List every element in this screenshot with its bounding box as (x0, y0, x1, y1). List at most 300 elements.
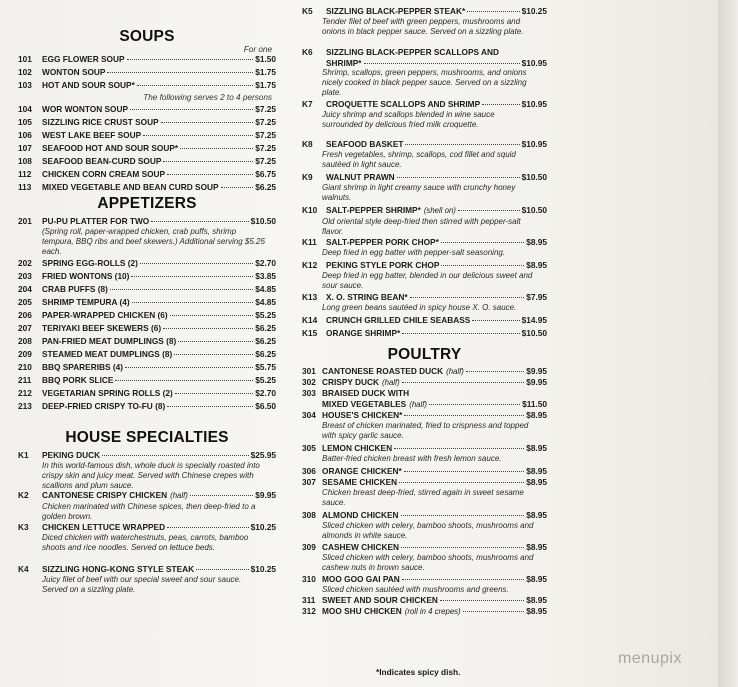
item-name: SIZZLING RICE CRUST SOUP (42, 117, 159, 127)
item-code: 108 (18, 156, 32, 166)
item-name: STEAMED MEAT DUMPLINGS (8) (42, 349, 173, 359)
menu-item-row (18, 362, 276, 373)
dot-leader (115, 380, 253, 381)
menu-item (302, 443, 547, 464)
dot-leader (107, 72, 253, 73)
dot-leader (131, 276, 253, 277)
item-name: SIZZLING BLACK-PEPPER STEAK* (326, 6, 466, 16)
menu-item (18, 130, 276, 141)
menu-item-row (18, 323, 276, 334)
menu-item (18, 182, 276, 193)
item-code: 312 (302, 606, 316, 616)
menu-item-row (18, 130, 276, 141)
item-price: $8.95 (526, 542, 547, 552)
menu-item-row (18, 80, 276, 91)
item-name: CANTONESE CRISPY CHICKEN (42, 490, 168, 500)
item-name: SIZZLING BLACK-PEPPER SCALLOPS AND (326, 47, 500, 57)
item-code: 206 (18, 310, 32, 320)
dot-leader (102, 455, 249, 456)
dot-leader (401, 547, 524, 548)
menu-item (18, 169, 276, 180)
dot-leader (458, 210, 520, 211)
item-price: $14.95 (521, 315, 547, 325)
item-name-line2: MIXED VEGETABLES (322, 398, 407, 409)
menu-item-row (18, 522, 276, 533)
item-code: K7 (302, 99, 313, 109)
menu-item-row (302, 466, 547, 477)
item-code: 303 (302, 388, 316, 398)
item-code: K8 (302, 139, 313, 149)
item-name: PAN-FRIED MEAT DUMPLINGS (8) (42, 336, 177, 346)
item-description: Sliced chicken with celery, bamboo shoots, mushrooms and almonds in white sauce. (322, 520, 534, 540)
item-code: 309 (302, 542, 316, 552)
menu-item (302, 466, 547, 477)
menu-item-row (18, 117, 276, 128)
item-name-line2: SHRIMP* (326, 57, 362, 68)
item-note: (roll in 4 crepes) (404, 607, 461, 616)
item-price: $8.95 (526, 574, 547, 584)
item-name: X. O. STRING BEAN* (326, 292, 408, 302)
item-code: 102 (18, 67, 32, 77)
dot-leader (151, 221, 248, 222)
dot-leader (178, 341, 253, 342)
dot-leader (394, 448, 524, 449)
dot-leader (132, 302, 254, 303)
item-price: $25.95 (250, 450, 276, 460)
item-price: $6.25 (255, 349, 276, 359)
item-price: $10.50 (250, 216, 276, 226)
menu-item (18, 104, 276, 115)
dot-leader (399, 482, 524, 483)
item-code: K10 (302, 205, 318, 215)
item-code: 103 (18, 80, 32, 90)
item-name: MIXED VEGETABLE AND BEAN CURD SOUP (42, 182, 219, 192)
item-note: (shell on) (423, 206, 456, 215)
item-code: 302 (302, 377, 316, 387)
menu-item-row (18, 258, 276, 269)
item-price: $6.25 (255, 323, 276, 333)
item-name: DEEP-FRIED CRISPY TO-FU (8) (42, 401, 166, 411)
menu-item (18, 80, 276, 91)
item-code: 101 (18, 54, 32, 64)
item-price: $2.70 (255, 388, 276, 398)
dot-leader (175, 393, 253, 394)
item-code: K4 (18, 564, 29, 574)
dot-leader (410, 297, 525, 298)
item-name: SALT-PEPPER SHRIMP* (326, 205, 421, 215)
menu-item-row (18, 169, 276, 180)
menu-item (18, 388, 276, 399)
item-name: SEAFOOD HOT AND SOUR SOUP* (42, 143, 179, 153)
menu-item (18, 67, 276, 78)
item-code: 306 (302, 466, 316, 476)
section-title-poultry: POULTRY (387, 346, 462, 363)
item-price: $4.85 (255, 284, 276, 294)
item-price: $8.95 (526, 510, 547, 520)
item-price: $7.95 (526, 292, 547, 302)
item-description: Old oriental style deep-fried then stirred with pepper-salt flavor. (322, 216, 521, 236)
menu-item (302, 205, 547, 237)
menu-item (302, 366, 547, 378)
section-title-appetizers: APPETIZERS (97, 195, 197, 212)
menu-item-row (18, 216, 276, 227)
item-code: 112 (18, 169, 32, 179)
dot-leader (127, 59, 254, 60)
item-code: K1 (18, 450, 29, 460)
item-name: CASHEW CHICKEN (322, 542, 399, 552)
dot-leader (402, 382, 524, 383)
item-price: $8.95 (526, 237, 547, 247)
menu-item (18, 117, 276, 128)
dot-leader (441, 242, 524, 243)
dot-leader (221, 187, 254, 188)
serving-note-2-to-4: The following serves 2 to 4 persons (143, 93, 272, 102)
dot-leader (167, 527, 249, 528)
item-name: CRISPY DUCK (322, 377, 380, 387)
item-name: FRIED WONTONS (10) (42, 271, 130, 281)
menu-item-row (302, 477, 547, 488)
item-name: BBQ PORK SLICE (42, 375, 114, 385)
menu-item (18, 143, 276, 154)
item-price: $9.95 (526, 366, 547, 376)
item-code: 107 (18, 143, 32, 153)
item-name: CANTONESE ROASTED DUCK (322, 366, 444, 376)
serving-note-for-one: For one (243, 45, 272, 54)
item-name: TERIYAKI BEEF SKEWERS (6) (42, 323, 162, 333)
menu-item-row (302, 172, 547, 183)
item-name: PEKING STYLE PORK CHOP (326, 260, 440, 270)
dot-leader (405, 144, 519, 145)
menu-item (18, 284, 276, 295)
menu-item (18, 54, 276, 65)
item-code: 203 (18, 271, 32, 281)
menu-item-row (302, 292, 547, 303)
item-name: SIZZLING HONG-KONG STYLE STEAK (42, 564, 195, 574)
item-code: K15 (302, 328, 318, 338)
menu-item-row (302, 574, 547, 585)
item-name: PEKING DUCK (42, 450, 101, 460)
item-price: $8.95 (526, 606, 547, 616)
item-description: Chicken breast deep-fried, stirred again in sweet sesame sauce. (322, 487, 524, 507)
item-description: Chicken marinated with Chinese spices, then deep-fried to a golden brown. (42, 501, 256, 521)
menu-item-row (302, 595, 547, 606)
menu-item (302, 99, 547, 130)
item-price: $8.95 (526, 466, 547, 476)
menu-item-row (302, 399, 547, 411)
item-name: CRUNCH GRILLED CHILE SEABASS (326, 315, 471, 325)
menu-item-row (302, 237, 547, 248)
menu-item (302, 260, 547, 291)
menu-item-row (302, 328, 547, 339)
dot-leader (167, 174, 253, 175)
item-name: SALT-PEPPER PORK CHOP* (326, 237, 439, 247)
dot-leader (482, 104, 519, 105)
item-code: 213 (18, 401, 32, 411)
item-price: $10.50 (521, 205, 547, 215)
item-name: CROQUETTE SCALLOPS AND SHRIMP (326, 99, 481, 109)
item-name: VEGETARIAN SPRING ROLLS (2) (42, 388, 173, 398)
item-price: $6.25 (255, 336, 276, 346)
menu-item (18, 258, 276, 269)
dot-leader (402, 579, 524, 580)
item-price: $8.95 (526, 443, 547, 453)
dot-leader (190, 495, 253, 496)
menupix-watermark: menupix (618, 650, 682, 667)
menu-item (18, 490, 276, 522)
menu-item (302, 139, 547, 170)
menu-item-row (302, 99, 547, 110)
dot-leader (163, 328, 253, 329)
item-description: Fresh vegetables, shrimp, scallops, cod fillet and squid sautéed in light sauce. (322, 149, 516, 169)
item-description: Diced chicken with waterchestnuts, peas, carrots, bamboo shoots and rice noodles. Served on lettuce beds. (42, 532, 249, 552)
item-name: BBQ SPARERIBS (4) (42, 362, 123, 372)
menu-item (18, 522, 276, 553)
menu-item (18, 323, 276, 334)
item-description: Juicy filet of beef with our special sweet and sour sauce. Served on a sizzling plate. (42, 574, 242, 594)
item-name: PAPER-WRAPPED CHICKEN (6) (42, 310, 168, 320)
dot-leader (161, 122, 254, 123)
menu-item (302, 237, 547, 258)
item-name: PU-PU PLATTER FOR TWO (42, 216, 150, 226)
item-price: $8.95 (526, 595, 547, 605)
dot-leader (137, 85, 253, 86)
dot-leader (180, 148, 253, 149)
item-code: 310 (302, 574, 316, 584)
menu-item (18, 297, 276, 308)
item-name: ALMOND CHICKEN (322, 510, 399, 520)
menu-item (302, 6, 547, 37)
item-name: MOO GOO GAI PAN (322, 574, 400, 584)
item-price: $10.95 (521, 99, 547, 109)
item-name: SESAME CHICKEN (322, 477, 398, 487)
menu-item-row (18, 156, 276, 167)
menu-item (18, 336, 276, 347)
item-name: HOT AND SOUR SOUP* (42, 80, 135, 90)
dot-leader (467, 11, 519, 12)
dot-leader (397, 177, 520, 178)
item-price: $6.50 (255, 401, 276, 411)
item-name: SWEET AND SOUR CHICKEN (322, 595, 438, 605)
item-description: Juicy shrimp and scallops blended in wine sauce surrounded by delicious fried milk croquette. (322, 109, 495, 129)
dot-leader (130, 109, 253, 110)
item-code: K6 (302, 47, 313, 57)
item-code: 201 (18, 216, 32, 226)
menu-item-row (18, 375, 276, 386)
section-title-house-specialties: HOUSE SPECIALTIES (65, 429, 229, 446)
item-code: 104 (18, 104, 32, 114)
item-price: $6.75 (255, 169, 276, 179)
item-price: $9.95 (526, 377, 547, 387)
item-price: $5.25 (255, 375, 276, 385)
item-name: CHICKEN CORN CREAM SOUP (42, 169, 166, 179)
dot-leader (463, 611, 525, 612)
item-price: $1.50 (255, 54, 276, 64)
item-description: Batter-fried chicken breast with fresh lemon sauce. (322, 453, 502, 463)
menu-item (18, 375, 276, 386)
item-price: $7.25 (255, 104, 276, 114)
menu-item (302, 328, 547, 339)
menu-item-row (18, 564, 276, 575)
item-code: 204 (18, 284, 32, 294)
item-description: Deep fried in egg batter, blended in our delicious sweet and sour sauce. (322, 270, 533, 290)
item-description: Giant shrimp in light creamy sauce with crunchy honey walnuts. (322, 182, 516, 202)
item-code: K14 (302, 315, 318, 325)
item-name: EGG FLOWER SOUP (42, 54, 125, 64)
item-code: 307 (302, 477, 316, 487)
menu-item (302, 595, 547, 606)
dot-leader (110, 289, 253, 290)
menu-item-row (18, 336, 276, 347)
dot-leader (143, 135, 253, 136)
item-code: 202 (18, 258, 32, 268)
item-note: (half) (170, 491, 188, 500)
menu-item-row (302, 315, 547, 326)
menu-item-row (302, 47, 547, 58)
menu-item (18, 156, 276, 167)
menu-item (302, 410, 547, 441)
item-code: 212 (18, 388, 32, 398)
item-name: WONTON SOUP (42, 67, 106, 77)
item-code: 210 (18, 362, 32, 372)
item-code: 205 (18, 297, 32, 307)
menu-item-row (302, 606, 547, 618)
item-name: ORANGE SHRIMP* (326, 328, 401, 338)
item-price: $2.70 (255, 258, 276, 268)
menu-item (302, 542, 547, 573)
item-code: K2 (18, 490, 29, 500)
item-code: 304 (302, 410, 316, 420)
item-price: $7.25 (255, 156, 276, 166)
item-name: MOO SHU CHICKEN (322, 606, 402, 616)
item-price: $1.75 (255, 80, 276, 90)
menu-item (302, 510, 547, 541)
item-code: K12 (302, 260, 318, 270)
menu-item-row (302, 443, 547, 454)
dot-leader (404, 471, 524, 472)
item-description: Long green beans sautéed in spicy house X. O. sauce. (322, 302, 517, 312)
dot-leader (440, 600, 524, 601)
menu-item-row (302, 139, 547, 150)
item-description: Sliced chicken with celery, bamboo shoots, mushrooms and cashew nuts in brown sauce. (322, 552, 534, 572)
item-description: Tender filet of beef with green peppers, mushrooms and onions in black pepper sauce. Served on a sizzling plate. (322, 16, 524, 36)
item-price: $10.50 (521, 328, 547, 338)
item-code: 113 (18, 182, 32, 192)
menu-item (302, 172, 547, 203)
menu-item-row (18, 349, 276, 360)
item-name: HOUSE'S CHICKEN* (322, 410, 403, 420)
menu-item-row (18, 284, 276, 295)
item-description: Deep fried in egg batter with pepper-salt seasoning. (322, 247, 506, 257)
item-price: $10.25 (250, 522, 276, 532)
item-price: $10.25 (250, 564, 276, 574)
menu-item-row (18, 271, 276, 282)
item-price: $5.25 (255, 310, 276, 320)
item-description: Breast of chicken marinated, fried to crispness and topped with spicy garlic sauce. (322, 420, 529, 440)
menu-item-row (18, 490, 276, 502)
page-fold (718, 0, 738, 687)
item-price: $11.50 (522, 398, 547, 409)
item-price: $3.85 (255, 271, 276, 281)
dot-leader (170, 315, 254, 316)
item-code: K13 (302, 292, 318, 302)
menu-item-row (18, 182, 276, 193)
menu-item (302, 606, 547, 618)
item-price: $1.75 (255, 67, 276, 77)
dot-leader (402, 333, 519, 334)
menu-item-row (18, 67, 276, 78)
item-name: SEAFOOD BASKET (326, 139, 404, 149)
dot-leader (196, 569, 248, 570)
item-code: 105 (18, 117, 32, 127)
item-name: SEAFOOD BEAN-CURD SOUP (42, 156, 162, 166)
dot-leader (163, 161, 253, 162)
menu-item (18, 271, 276, 282)
menu-item-row (302, 260, 547, 271)
item-code: 311 (302, 595, 316, 605)
dot-leader (404, 415, 524, 416)
menu-item-row (302, 58, 547, 69)
dot-leader (125, 367, 253, 368)
item-code: 209 (18, 349, 32, 359)
item-code: 207 (18, 323, 32, 333)
menu-item-row (302, 205, 547, 217)
item-price: $8.95 (526, 410, 547, 420)
menu-item (18, 349, 276, 360)
item-name: WALNUT PRAWN (326, 172, 395, 182)
item-name: WEST LAKE BEEF SOUP (42, 130, 142, 140)
item-code: K9 (302, 172, 313, 182)
menu-item-row (302, 510, 547, 521)
item-price: $9.95 (255, 490, 276, 500)
item-description: Shrimp, scallops, green peppers, mushrooms, and onions nicely cooked in black pepper sauce. Served on a sizzling plate. (322, 68, 527, 97)
menu-item (18, 401, 276, 412)
section-title-soups: SOUPS (119, 28, 175, 45)
menu-item (302, 292, 547, 313)
dot-leader (174, 354, 253, 355)
item-price: $10.95 (521, 139, 547, 149)
menu-item-row (18, 143, 276, 154)
menu-item (18, 450, 276, 491)
dot-leader (167, 406, 253, 407)
item-note: (half) (409, 399, 427, 409)
menu-item-row (302, 388, 547, 399)
item-name: ORANGE CHICKEN* (322, 466, 402, 476)
dot-leader (364, 63, 520, 64)
dot-leader (441, 265, 524, 266)
item-code: 308 (302, 510, 316, 520)
menu-item-row (302, 6, 547, 17)
item-code: K11 (302, 237, 317, 247)
item-price: $10.25 (521, 6, 547, 16)
dot-leader (466, 371, 524, 372)
menu-item-row (302, 366, 547, 378)
item-price: $7.25 (255, 117, 276, 127)
item-code: 301 (302, 366, 316, 376)
item-name: BRAISED DUCK WITH (322, 388, 410, 398)
menu-item-row (18, 104, 276, 115)
menu-item-row (302, 377, 547, 389)
item-note: (half) (446, 367, 464, 376)
item-price: $5.75 (255, 362, 276, 372)
menu-item-row (302, 542, 547, 553)
item-price: $7.25 (255, 143, 276, 153)
menu-item-row (18, 297, 276, 308)
dot-leader (429, 404, 520, 405)
menu-item (18, 310, 276, 321)
item-price: $10.95 (521, 57, 547, 68)
item-description: In this world-famous dish, whole duck is specially roasted into crispy skin and juicy meat. Served with Chinese crepes with scallions and plum sauce. (42, 460, 260, 490)
dot-leader (472, 320, 519, 321)
